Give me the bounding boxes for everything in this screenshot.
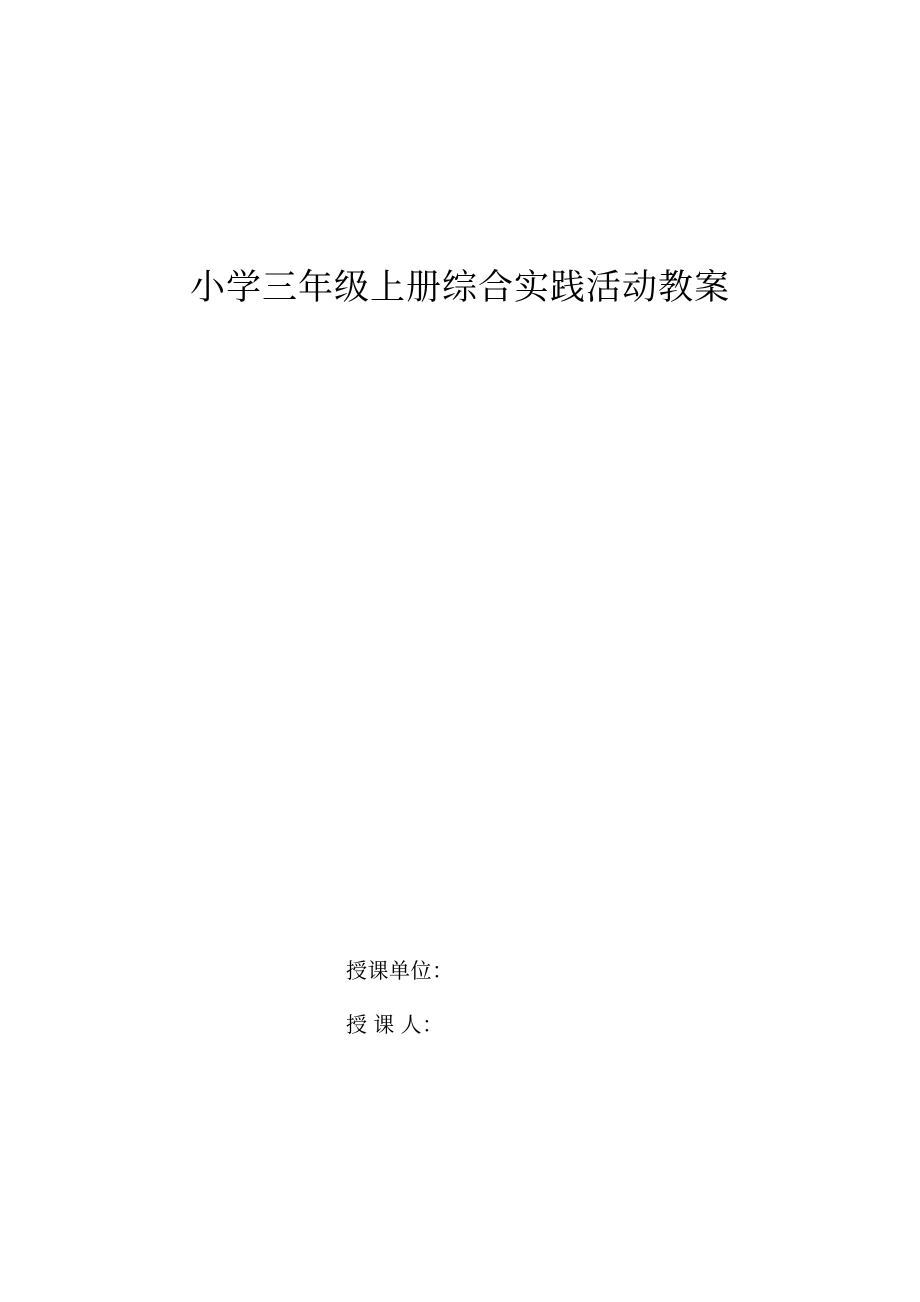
- document-meta-block: [346, 957, 766, 1065]
- meta-field-teacher: 授 课 人：: [346, 1013, 444, 1037]
- meta-field-teaching-unit: 授课单位：: [346, 959, 454, 983]
- page-title: 小学三年级上册综合实践活动教案: [189, 268, 730, 308]
